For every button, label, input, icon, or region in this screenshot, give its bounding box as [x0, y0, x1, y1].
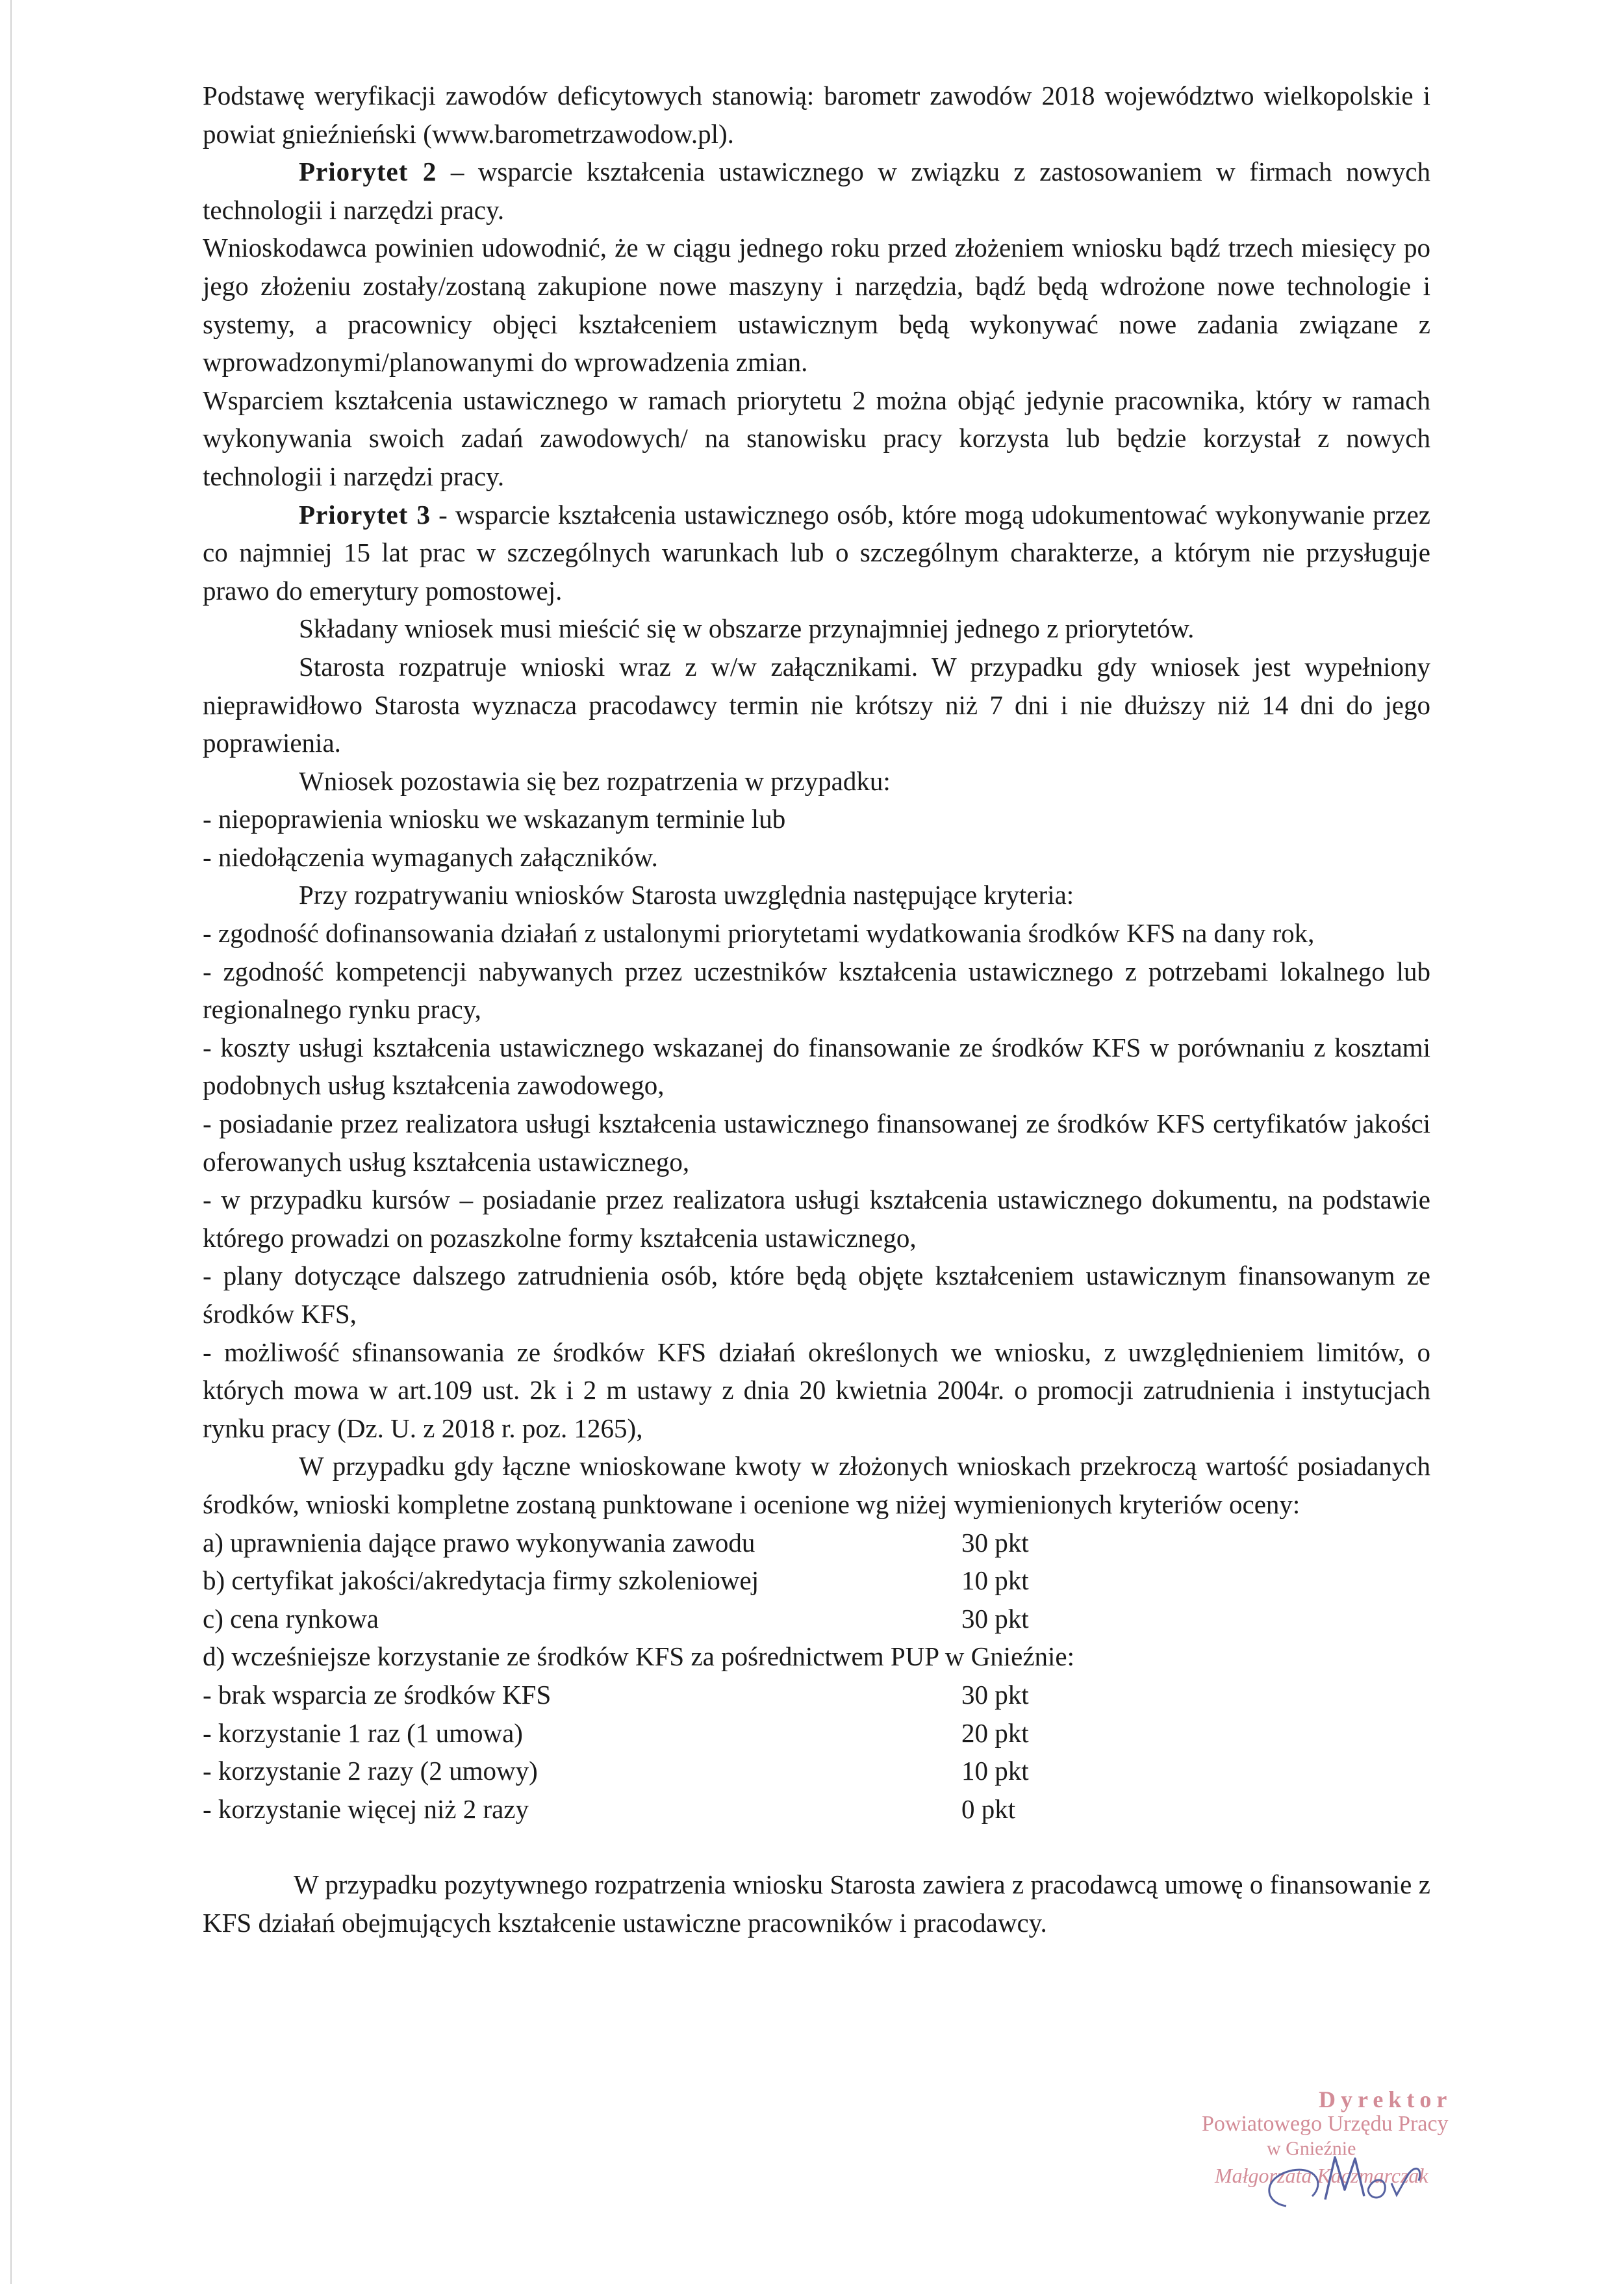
criteria-item: - zgodność dofinansowania działań z ustalonymi priorytetami wydatkowania środków KFS na dany rok, [203, 918, 1315, 949]
score-label: b) certyfikat jakości/akredytacja firmy szkoleniowej [203, 1565, 759, 1596]
paragraph-criteria-intro: Przy rozpatrywaniu wniosków Starosta uwzględnia następujące kryteria: [299, 880, 1074, 910]
director-stamp [1202, 2086, 1507, 2235]
stamp-title: Dyrektor [1319, 2086, 1453, 2112]
score-label: - korzystanie więcej niż 2 razy [203, 1793, 529, 1824]
score-label: a) uprawnienia dające prawo wykonywania zawodu [203, 1527, 755, 1558]
score-label: - korzystanie 2 razy (2 umowy) [203, 1756, 538, 1786]
score-row [203, 1752, 1430, 1790]
paragraph-applicant-proof: Wnioskodawca powinien udowodnić, że w ciągu jednego roku przed złożeniem wniosku bądź trzech miesięcy po jego złożeniu zostały/zostaną zakupione nowe maszyny i narzędzia, bądź będą wdrożone nowe technologie i systemy, a pracownicy objęci kształceniem ustawicznym będą wykonywać nowe zadania związane z wprowadzonymi/planowanymi do wprowadzenia zmian. [203, 233, 1430, 378]
paragraph-priority-3 [203, 496, 1430, 610]
score-row [203, 1600, 1430, 1638]
score-label: - brak wsparcia ze środków KFS [203, 1679, 552, 1710]
spacer [203, 1828, 1430, 1866]
criteria-item: - w przypadku kursów – posiadanie przez realizatora usługi kształcenia ustawicznego dokumentu, na podstawie którego prowadzi on pozaszkolne formy kształcenia ustawicznego, [203, 1185, 1430, 1253]
paragraph-priority-2-scope: Wsparciem kształcenia ustawicznego w ramach priorytetu 2 można objąć jedynie pracownika, który w ramach wykonywania swoich zadań zawodowych/ na stanowisku pracy korzysta lub będzie korzystał z nowych technologii i narzędzi pracy. [203, 385, 1430, 491]
score-label: c) cena rynkowa [203, 1603, 379, 1634]
paragraph-starosta-review: Starosta rozpatruje wnioski wraz z w/w załącznikami. W przypadku gdy wniosek jest wypełniony nieprawidłowo Starosta wyznacza pracodawcy termin nie krótszy niż 7 dni i nie dłuższy niż 14 dni do jego poprawienia. [203, 651, 1430, 758]
score-points: 30 pkt [961, 1679, 1029, 1710]
score-points: 20 pkt [961, 1717, 1029, 1748]
criteria-item: - koszty usługi kształcenia ustawicznego wskazanej do finansowanie ze środków KFS w porównaniu z kosztami podobnych usług kształcenia zawodowego, [203, 1032, 1430, 1101]
score-points: 0 pkt [961, 1793, 1016, 1824]
criteria-item: - możliwość sfinansowania ze środków KFS działań określonych we wniosku, z uwzględnieniem limitów, o których mowa w art.109 ust. 2k i 2 m ustawy z dnia 20 kwietnia 2004r. o promocji zatrudnienia i instytucjach rynku pracy (Dz. U. z 2018 r. poz. 1265), [203, 1337, 1430, 1443]
stamp-city: w Gnieźnie [1267, 2138, 1356, 2159]
criteria-item: - zgodność kompetencji nabywanych przez uczestników kształcenia ustawicznego z potrzebami lokalnego lub regionalnego rynku pracy, [203, 956, 1430, 1025]
score-points: 30 pkt [961, 1603, 1029, 1634]
score-row [203, 1676, 1430, 1714]
criteria-item: - plany dotyczące dalszego zatrudnienia osób, które będą objęte kształceniem ustawicznym finansowanym ze środków KFS, [203, 1261, 1430, 1329]
score-points: 10 pkt [961, 1565, 1029, 1596]
paragraph-priority-2 [203, 153, 1430, 229]
criteria-item: - posiadanie przez realizatora usługi kształcenia ustawicznego finansowanej ze środków KFS certyfikatów jakości oferowanych usług kształcenia ustawicznego, [203, 1109, 1430, 1177]
score-row [203, 1524, 1430, 1562]
list-item: - niedołączenia wymaganych załączników. [203, 841, 658, 872]
scan-edge [10, 0, 12, 2284]
paragraph-no-review: Wniosek pozostawia się bez rozpatrzenia w przypadku: [299, 765, 891, 796]
score-row [203, 1790, 1430, 1828]
score-label: - korzystanie 1 raz (1 umowa) [203, 1717, 523, 1748]
stamp-office: Powiatowego Urzędu Pracy [1202, 2112, 1449, 2136]
score-points: 30 pkt [961, 1527, 1029, 1558]
stamp-name: Małgorzata Kaczmarczak [1215, 2164, 1428, 2187]
score-points: 10 pkt [961, 1756, 1029, 1786]
list-item: - niepoprawienia wniosku we wskazanym terminie lub [203, 804, 786, 834]
priority-2-text: – wsparcie kształcenia ustawicznego w związku z zastosowaniem w firmach nowych technologii i narzędzi pracy. [203, 157, 1430, 225]
score-row [203, 1561, 1430, 1600]
paragraph-scoring-intro: W przypadku gdy łączne wnioskowane kwoty w złożonych wnioskach przekroczą wartość posiadanych środków, wnioski kompletne zostaną punktowane i ocenione wg niżej wymienionych kryteriów oceny: [203, 1451, 1430, 1519]
paragraph-previous-kfs: d) wcześniejsze korzystanie ze środków KFS za pośrednictwem PUP w Gnieźnie: [203, 1641, 1075, 1672]
document-body [203, 77, 1430, 1942]
paragraph-barometer: Podstawę weryfikacji zawodów deficytowych stanowią: barometr zawodów 2018 województwo wielkopolskie i powiat gnieźnieński (www.barometrzawodow.pl). [203, 81, 1430, 149]
paragraph-priority-scope: Składany wniosek musi mieścić się w obszarze przynajmniej jednego z priorytetów. [299, 613, 1195, 644]
priority-3-text: - wsparcie kształcenia ustawicznego osób, które mogą udokumentować wykonywanie przez co najmniej 15 lat prac w szczególnych warunkach lub o szczególnym charakterze, a którym nie przysługuje prawo do emerytury pomostowej. [203, 499, 1430, 606]
priority-3-heading: Priorytet 3 [299, 499, 431, 530]
paragraph-agreement: W przypadku pozytywnego rozpatrzenia wniosku Starosta zawiera z pracodawcą umowę o finansowanie z KFS działań obejmujących kształcenie ustawiczne pracowników i pracodawcy. [203, 1869, 1430, 1938]
priority-2-heading: Priorytet 2 [299, 157, 437, 187]
signature-icon [1202, 2086, 1507, 2235]
score-row [203, 1714, 1430, 1752]
